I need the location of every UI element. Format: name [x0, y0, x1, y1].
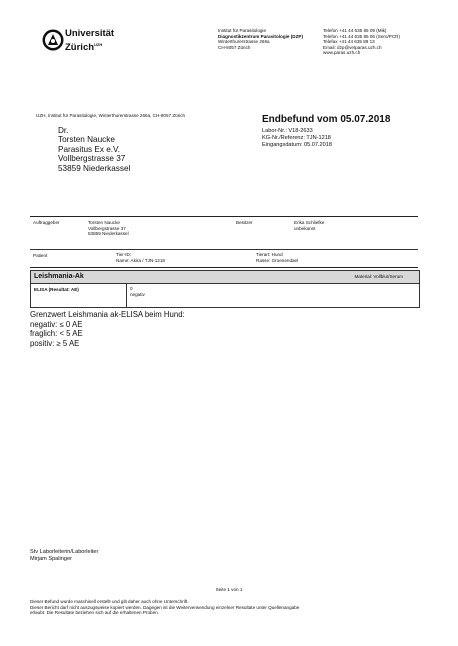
threshold-line: negativ: ≤ 0 AE: [30, 319, 83, 329]
disclaimer: [30, 599, 425, 616]
university-suffix: UZH: [94, 41, 103, 47]
besitzer-value: [294, 220, 404, 231]
patient-name: Name: Akira / TJN-1218: [116, 257, 165, 263]
contact-line: Telefon +41 44 635 85 09 (Mik): [323, 28, 387, 33]
auftraggeber-label: Auftraggeber: [33, 220, 60, 225]
breed: Rasse: Groenendael: [256, 257, 299, 263]
signature-block: [30, 549, 230, 563]
recipient-line: Dr.: [58, 126, 69, 135]
university-name: [65, 29, 114, 53]
info-table: [30, 216, 418, 268]
disclaimer-line: erlaubt. Die Resultate beziehen sich auf die erhaltenen Proben.: [30, 610, 159, 616]
patient-label: Patient: [33, 253, 48, 258]
auftraggeber-value: [88, 220, 208, 237]
auftraggeber-line: Torsten Naucke: [88, 220, 120, 225]
institute-line: CH-8057 Zürich: [218, 44, 251, 50]
test-result: [130, 286, 145, 297]
reference-number: KG-Nr./Referenz: TJN-1218: [262, 134, 331, 141]
result-interpretation: negativ: [130, 291, 145, 297]
threshold-heading: Grenzwert Leishmania ak-ELISA beim Hund:: [30, 310, 185, 319]
received-date: Eingangsdatum: 05.07.2018: [262, 141, 332, 148]
report-title: Endbefund vom 05.07.2018: [262, 114, 391, 125]
besitzer-line: unbekannt: [294, 225, 316, 231]
contact-info: [323, 28, 433, 56]
auftraggeber-line: 53859 Niederkassel: [88, 231, 129, 237]
contact-line: Telefax +41 44 635 89 13: [323, 39, 375, 45]
signature-role: Stv Laborleiterin/Laborleiter: [30, 549, 99, 555]
recipient-line: Vollbergstrasse 37: [58, 154, 126, 164]
institute-line: Institut für Parasitologie: [218, 28, 267, 33]
university-city: Zürich: [65, 41, 95, 53]
threshold-line: positiv: ≥ 5 AE: [30, 338, 80, 348]
disclaimer-line: Dieser Befund wurde maschinell erstellt und gilt daher auch ohne Unterschrift.: [30, 599, 189, 604]
university-logo: [42, 28, 162, 56]
university-seal-icon: [42, 28, 64, 52]
recipient-line: Parasitus Ex e.V.: [58, 144, 121, 154]
besitzer-line: Erika Schliefke: [294, 220, 325, 225]
test-result-row: [31, 284, 419, 307]
patient-id: Tier-ID:: [116, 252, 132, 257]
patient-row: [30, 249, 418, 268]
test-header: [31, 271, 419, 284]
sender-line: UZH, Institut für Parasitologie, Winterthurerstrasse 266a, CH-8057 Zürich: [36, 113, 186, 118]
contact-line: Telefon +41 44 635 85 06 (Sero/PCR): [323, 33, 400, 39]
species: Tierart: Hund: [256, 252, 283, 257]
recipient-address: [58, 126, 208, 173]
besitzer-label: Besitzer: [236, 220, 253, 225]
institute-address: [218, 28, 313, 50]
material: Material: Vollblut/Serum: [354, 274, 403, 279]
page-number: Seite 1 von 1: [215, 587, 243, 592]
institute-line: Winterthurerstrasse 266a: [218, 39, 270, 45]
column-divider: [126, 284, 127, 307]
threshold-info: [30, 310, 250, 348]
threshold-line: fraglich: < 5 AE: [30, 329, 83, 339]
contact-line: Email: dzp@vetparas.uzh.ch: [323, 44, 382, 50]
species-value: [256, 252, 376, 263]
university-line-1: Universität: [65, 28, 115, 39]
client-row: [30, 217, 418, 249]
signature-name: Mirjam Spalinger: [30, 555, 72, 562]
disclaimer-line: Dieser Bericht darf nicht auszugsweise kopiert werden. Dagegen ist die Weiterverwendung einzelner Resultate unter Quellenangabe: [30, 604, 300, 610]
lab-number: Labor-Nr.: V18-2633: [262, 128, 313, 134]
test-section: [30, 270, 420, 308]
auftraggeber-line: Vollbergstrasse 37: [88, 225, 126, 231]
test-name: Leishmania-Ak: [34, 272, 84, 280]
report-meta: [262, 128, 402, 148]
test-method: ELISA (Resultat: AE): [34, 287, 79, 292]
patient-value: [116, 252, 236, 263]
recipient-line: 53859 Niederkassel: [58, 163, 131, 173]
institute-line: Diagnostikzentrum Parasitologie (DZP): [218, 33, 303, 39]
contact-line: www.paras.uzh.ch: [323, 50, 361, 56]
recipient-line: Torsten Naucke: [58, 135, 115, 145]
result-value: 0: [130, 286, 133, 291]
university-line-2: [65, 40, 114, 54]
